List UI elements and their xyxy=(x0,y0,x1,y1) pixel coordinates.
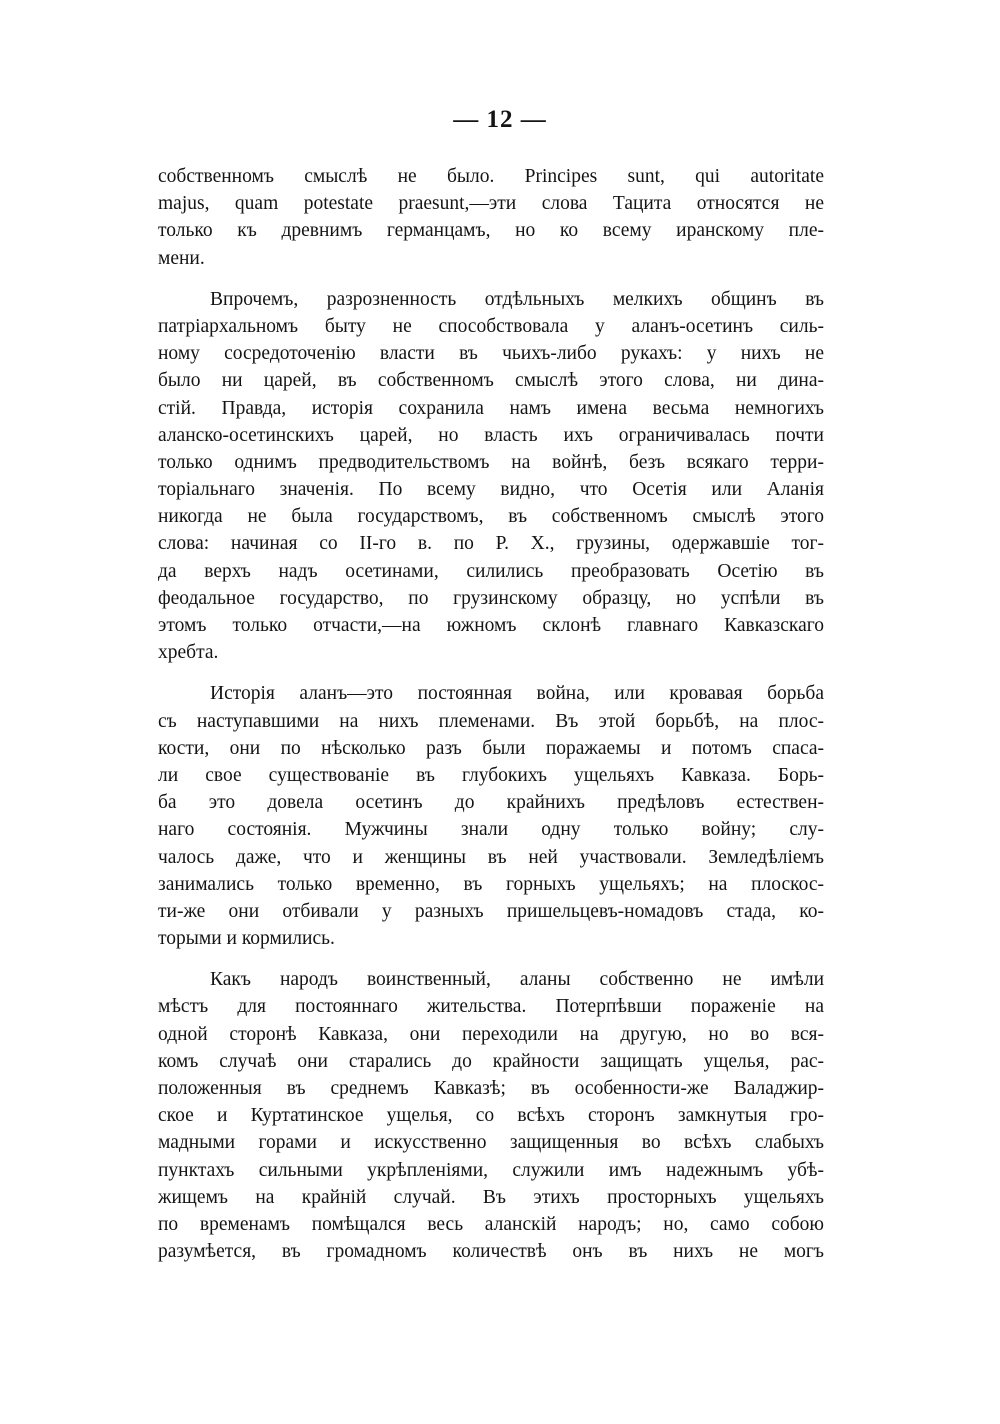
text-line: majus, quam potestate praesunt,—эти слова Тацита относятся не xyxy=(158,193,824,215)
paragraph xyxy=(158,163,824,272)
text-line: мадными горами и искусственно защищенныя во всѣхъ слабыхъ xyxy=(158,1132,824,1154)
text-line: да верхъ надъ осетинами, силились преобразовать Осетію въ xyxy=(158,560,824,582)
text-line: чалось даже, что и женщины въ ней участвовали. Земледѣліемъ xyxy=(158,846,824,868)
text-line: аланско-осетинскихъ царей, но власть ихъ ограничивалась почти xyxy=(158,424,824,446)
text-line: разумѣется, въ громадномъ количествѣ онъ въ нихъ не могъ xyxy=(158,1241,824,1263)
text-line: Исторія аланъ—это постоянная война, или кровавая борьба xyxy=(210,683,824,705)
text-line: только однимъ предводительствомъ на войнѣ, безъ всякаго терри- xyxy=(158,451,824,473)
text-line: только къ древнимъ германцамъ, но ко всему иранскому пле- xyxy=(158,220,824,242)
text-line: Впрочемъ, разрозненность отдѣльныхъ мелкихъ общинъ въ xyxy=(210,288,824,310)
text-line: хребта. xyxy=(158,642,219,664)
page-number: — 12 — xyxy=(453,106,547,133)
text-line: съ наступавшими на нихъ племенами. Въ этой борьбѣ, на плос- xyxy=(158,710,824,732)
text-line: мѣстъ для постояннаго жительства. Потерпѣвши пораженіе на xyxy=(158,996,824,1018)
text-line: стій. Правда, исторія сохранила намъ имена весьма немногихъ xyxy=(158,397,824,419)
text-line: слова: начиная со II-го в. по Р. Х., грузины, одержавшіе тог- xyxy=(158,533,824,555)
text-line: по временамъ помѣщался весь аланскій народъ; но, само собою xyxy=(158,1213,824,1235)
text-line: занимались только временно, въ горныхъ ущельяхъ; на плоскос- xyxy=(158,873,824,895)
text-line: наго состоянія. Мужчины знали одну только войну; слу- xyxy=(158,819,824,841)
paragraph xyxy=(158,286,824,667)
text-line: этомъ только отчасти,—на южномъ склонѣ главнаго Кавказскаго xyxy=(158,615,824,636)
text-line: ному сосредоточенію власти въ чьихъ-либо рукахъ: у нихъ не xyxy=(158,343,824,365)
text-line: было ни царей, въ собственномъ смыслѣ этого слова, ни дина- xyxy=(158,370,824,392)
text-line: комъ случаѣ они старались до крайности защищать ущелья, рас- xyxy=(158,1050,824,1072)
text-line: торыми и кормились. xyxy=(158,928,335,950)
text-line: Какъ народъ воинственный, аланы собственно не имѣли xyxy=(210,969,824,991)
text-line: кости, они по нѣсколько разъ были поражаемы и потомъ спаса- xyxy=(158,737,824,759)
text-line: ли свое существованіе въ глубокихъ ущельяхъ Кавказа. Борь- xyxy=(158,764,824,786)
text-line: никогда не была государствомъ, въ собственномъ смыслѣ этого xyxy=(158,506,824,528)
text-line: положенныя въ среднемъ Кавказѣ; въ особенности-же Валаджир- xyxy=(158,1078,824,1099)
paragraph xyxy=(158,966,824,1265)
text-line: жищемъ на крайній случай. Въ этихъ просторныхъ ущельяхъ xyxy=(158,1186,824,1208)
text-line: собственномъ смыслѣ не было. Principes sunt, qui autoritate xyxy=(158,166,824,187)
paragraph xyxy=(158,680,824,952)
text-line: феодальное государство, по грузинскому образцу, но успѣли въ xyxy=(158,587,824,609)
text-line: пунктахъ сильными укрѣпленіями, служили имъ надежнымъ убѣ- xyxy=(158,1159,824,1181)
text-line: ти-же они отбивали у разныхъ пришельцевъ-номадовъ стада, ко- xyxy=(158,900,824,922)
text-line: ба это довела осетинъ до крайнихъ предѣловъ естествен- xyxy=(158,792,824,814)
text-line: ское и Куртатинское ущелья, со всѣхъ сторонъ замкнутыя гро- xyxy=(158,1105,824,1127)
text-line: торіальнаго значенія. По всему видно, что Осетія или Аланія xyxy=(158,479,824,501)
text-line: патріархальномъ быту не способствовала у аланъ-осетинъ силь- xyxy=(158,315,824,337)
text-line: мени. xyxy=(158,247,205,269)
text-line: одной сторонѣ Кавказа, они переходили на другую, но во вся- xyxy=(158,1023,824,1045)
body-text xyxy=(158,163,824,1279)
